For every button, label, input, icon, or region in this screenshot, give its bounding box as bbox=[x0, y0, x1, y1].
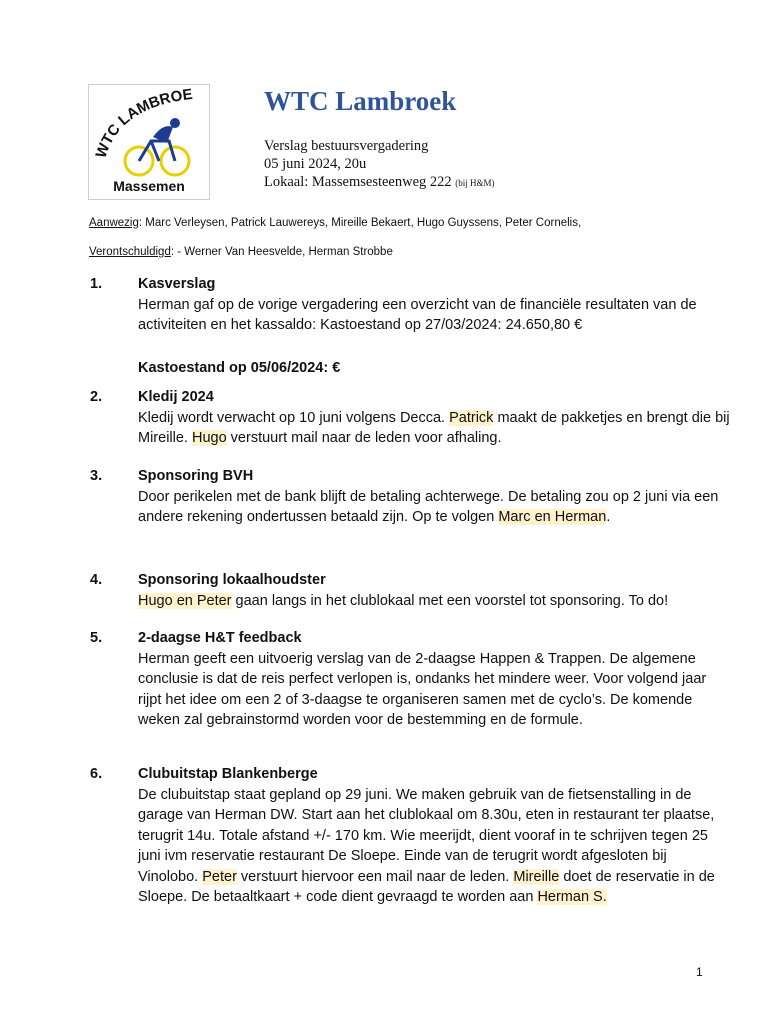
club-logo-graphic bbox=[89, 85, 209, 199]
page-number: 1 bbox=[696, 965, 703, 979]
agenda-item-1 bbox=[90, 274, 730, 378]
item-title: Sponsoring lokaalhoudster bbox=[138, 572, 326, 588]
item-number: 4. bbox=[90, 572, 103, 588]
text-part: verstuurt hiervoor een mail naar de leden. bbox=[236, 868, 514, 885]
item-title: Sponsoring BVH bbox=[138, 468, 254, 484]
logo-text-top: WTC LAMBROE bbox=[92, 85, 194, 161]
text-part: verstuurt mail naar de leden voor afhaling. bbox=[226, 430, 502, 446]
agenda-item-3 bbox=[90, 466, 730, 528]
item-title: 2-daagse H&T feedback bbox=[138, 630, 302, 646]
item-title: Kledij 2024 bbox=[138, 389, 214, 405]
attendance-present bbox=[89, 217, 581, 229]
location-text: Lokaal: Massemsesteenweg 222 bbox=[264, 174, 452, 190]
meeting-date: 05 juni 2024, 20u bbox=[264, 156, 367, 172]
highlight-name: Hugo en Peter bbox=[138, 592, 232, 609]
agenda-item-6 bbox=[90, 764, 730, 908]
item-text: Herman geeft een uitvoerig verslag van de 2-daagse Happen & Trappen. De algemene conclusie is dat de reis perfect verlopen is, ondanks het mindere weer. Voor volgend jaar rijpt het idee om een 2 of 3-daagse te organiseren samen met de cyclo’s. De komende weken zal gebrainstormd worden voor de bestemming en de formule. bbox=[138, 650, 707, 728]
item-number: 3. bbox=[90, 468, 103, 484]
club-logo bbox=[88, 84, 210, 200]
item-text bbox=[138, 408, 730, 449]
highlight-name: Hugo bbox=[191, 430, 227, 446]
text-part: Door perikelen met de bank blijft de betaling achterwege. De betaling zou op 2 juni via een andere rekening ondertussen betaald zijn. Op te volgen bbox=[138, 488, 719, 525]
text-part: gaan langs in het clublokaal met een voorstel tot sponsoring. To do! bbox=[231, 592, 669, 609]
agenda-item-5 bbox=[90, 628, 730, 731]
highlight-name: Patrick bbox=[449, 409, 494, 426]
location-note: (bij H&M) bbox=[455, 178, 495, 188]
item-number: 1. bbox=[90, 276, 103, 292]
attendance-excused bbox=[89, 246, 393, 258]
item-number: 6. bbox=[90, 766, 103, 782]
text-part: doet de reservatie in de Sloepe. De betaaltkaart + code dient gevraagd te worden aan bbox=[138, 868, 715, 905]
item-number: 5. bbox=[90, 630, 103, 646]
present-label: Aanwezig bbox=[89, 217, 139, 229]
logo-text-bottom: Massemen bbox=[113, 178, 185, 194]
item-title: Kasverslag bbox=[138, 276, 216, 292]
document-title: WTC Lambroek bbox=[264, 86, 457, 116]
highlight-name: Marc en Herman bbox=[498, 509, 607, 525]
agenda-item-4 bbox=[90, 570, 730, 611]
meeting-location bbox=[264, 174, 495, 191]
item-number: 2. bbox=[90, 389, 103, 405]
item-text bbox=[138, 487, 730, 528]
text-part: De clubuitstap staat gepland op 29 juni. We maken gebruik van de fietsenstalling in de garage van Herman DW. Start aan het clublokaal om 8.30u, eten in restaurant ter plaatse, terugrit 14u. Totale afstand +/- 170 km. Wie meerijdt, dient vooraf in te schrijven tegen 25 juni ivm reservatie restaurant De Sloepe. Einde van de terugrit wordt afgesloten bij Vinolobo. bbox=[138, 786, 715, 885]
item-text bbox=[138, 591, 730, 612]
item-text bbox=[138, 785, 730, 908]
excused-names: : - Werner Van Heesvelde, Herman Strobbe bbox=[170, 246, 393, 258]
excused-label: Verontschuldigd bbox=[89, 246, 171, 258]
present-names: : Marc Verleysen, Patrick Lauwereys, Mireille Bekaert, Hugo Guyssens, Peter Cornelis, bbox=[138, 217, 582, 229]
meeting-type: Verslag bestuursvergadering bbox=[264, 138, 429, 154]
item-extra: Kastoestand op 05/06/2024: € bbox=[138, 359, 341, 376]
item-title: Clubuitstap Blankenberge bbox=[138, 766, 318, 782]
item-text: Herman gaf op de vorige vergadering een overzicht van de financiële resultaten van de activiteiten en het kassaldo: Kastoestand op 27/03/2024: 24.650,80 € bbox=[138, 296, 697, 333]
text-part: Kledij wordt verwacht op 10 juni volgens Decca. bbox=[138, 409, 450, 426]
highlight-name: Herman S. bbox=[537, 889, 607, 905]
text-part: . bbox=[606, 509, 611, 525]
highlight-name: Mireille bbox=[513, 868, 560, 885]
highlight-name: Peter bbox=[202, 868, 237, 885]
text-part: maakt de pakketjes en brengt die bij Mireille. bbox=[138, 409, 730, 446]
agenda-item-2 bbox=[90, 387, 730, 449]
